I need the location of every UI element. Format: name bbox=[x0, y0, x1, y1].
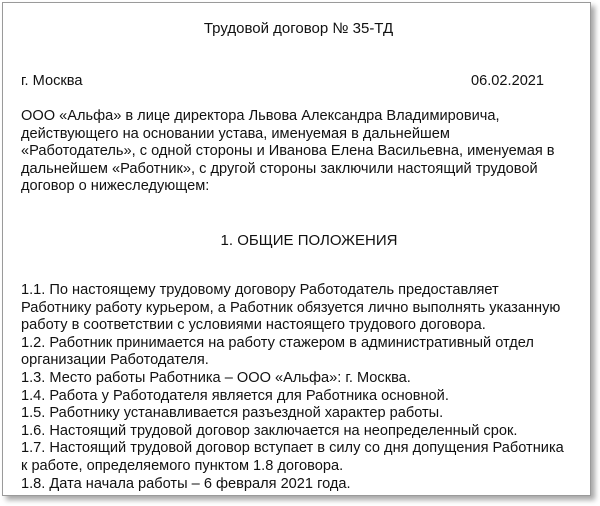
preamble bbox=[21, 108, 587, 196]
preamble-line: дальнейшем «Работник», с другой стороны заключили настоящий трудовой bbox=[21, 160, 538, 177]
clause-line: 1.5. Работнику устанавливается разъездной характер работы. bbox=[21, 405, 444, 422]
document-city: г. Москва bbox=[21, 73, 83, 89]
clause-line: 1.8. Дата начала работы – 6 февраля 2021 года. bbox=[21, 475, 351, 492]
clause-line: организации Работодателя. bbox=[21, 352, 209, 369]
document-date: 06.02.2021 bbox=[471, 73, 545, 89]
clause-line: 1.4. Работа у Работодателя является для Работника основной. bbox=[21, 387, 449, 404]
document-frame bbox=[2, 2, 591, 496]
clause-line: 1.6. Настоящий трудовой договор заключается на неопределенный срок. bbox=[21, 422, 518, 439]
clause-line: 1.7. Настоящий трудовой договор вступает в силу со дня допущения Работника bbox=[21, 440, 564, 457]
preamble-line: «Работодатель», с одной стороны и Иванова Елена Васильевна, именуемая в bbox=[21, 143, 555, 160]
clause-line: работу в соответствии с условиями настоящего трудового договора. bbox=[21, 317, 486, 334]
clauses-list bbox=[21, 282, 591, 493]
clause-line: 1.2. Работник принимается на работу стажером в административный отдел bbox=[21, 334, 534, 351]
clause-line: Работнику работу курьером, а Работник обязуется лично выполнять указанную bbox=[21, 299, 561, 316]
section-title: 1. ОБЩИЕ ПОЛОЖЕНИЯ bbox=[220, 232, 398, 249]
clause-line: к работе, определяемого пунктом 1.8 договора. bbox=[21, 457, 344, 474]
preamble-line: договор о нижеследующем: bbox=[21, 178, 210, 195]
clause-line: 1.3. Место работы Работника – ООО «Альфа»: г. Москва. bbox=[21, 369, 411, 386]
document-title: Трудовой договор № 35-ТД bbox=[203, 20, 394, 37]
preamble-line: действующего на основании устава, именуемая в дальнейшем bbox=[21, 125, 450, 142]
clause-line: 1.1. По настоящему трудовому договору Работодатель предоставляет bbox=[21, 282, 499, 298]
preamble-line: ООО «Альфа» в лице директора Львова Александра Владимировича, bbox=[21, 108, 500, 124]
